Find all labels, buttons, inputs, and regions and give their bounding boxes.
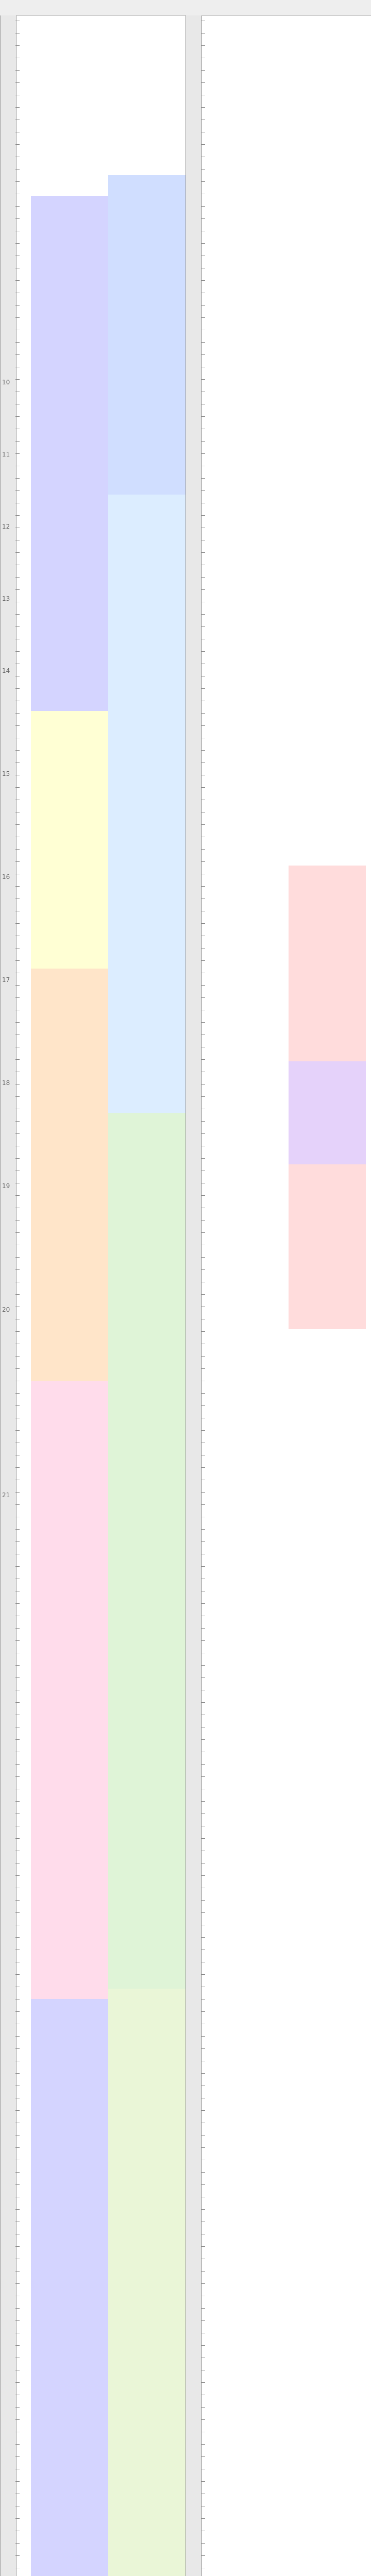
timeline-tick [201, 1665, 205, 1666]
timeline-tick [15, 1368, 20, 1369]
band-blue-mid [108, 175, 185, 495]
timeline-tick [201, 305, 205, 306]
timeline-tick [201, 626, 205, 627]
timeline-tick [15, 750, 20, 751]
timeline-tick [201, 2110, 205, 2111]
timeline-tick [15, 2518, 20, 2519]
century-marker: 15 [2, 770, 10, 777]
timeline-tick [201, 2481, 205, 2482]
timeline-tick [201, 218, 205, 219]
timeline-tick [15, 2110, 20, 2111]
timeline-tick [15, 243, 20, 244]
timeline-tick [15, 762, 20, 763]
timeline-tick [15, 1331, 20, 1332]
timeline-tick [201, 1764, 205, 1765]
timeline-tick [201, 2172, 205, 2173]
timeline-tick [201, 1937, 205, 1938]
timeline-tick [15, 2036, 20, 2037]
timeline-tick [15, 45, 20, 46]
timeline-tick [201, 787, 205, 788]
middle-timeline-rail [185, 15, 202, 2576]
timeline-tick [15, 441, 20, 442]
timeline-tick [15, 849, 20, 850]
timeline-tick [201, 2543, 205, 2544]
timeline-tick [15, 2320, 20, 2321]
timeline-tick [15, 1504, 20, 1505]
timeline-tick [15, 1022, 20, 1023]
century-marker: 20 [2, 1306, 10, 1313]
century-marker: 18 [2, 1079, 10, 1087]
timeline-tick [15, 1220, 20, 1221]
timeline-tick [15, 1269, 20, 1270]
timeline-tick [201, 1640, 205, 1641]
timeline-tick [201, 849, 205, 850]
timeline-tick [201, 1912, 205, 1913]
timeline-tick [15, 1405, 20, 1406]
timeline-tick [15, 2283, 20, 2284]
timeline-tick [201, 1974, 205, 1975]
timeline-tick [15, 1232, 20, 1233]
timeline-tick [201, 515, 205, 516]
timeline-tick [201, 2184, 205, 2185]
timeline-tick [15, 2246, 20, 2247]
timeline-tick [201, 1875, 205, 1876]
timeline-tick [15, 861, 20, 862]
timeline-tick [201, 1393, 205, 1394]
timeline-tick [15, 1541, 20, 1542]
band-green-mid [108, 1113, 185, 1989]
timeline-tick [15, 1764, 20, 1765]
timeline-tick [15, 960, 20, 961]
timeline-tick [201, 1294, 205, 1295]
timeline-tick [201, 1257, 205, 1258]
timeline-tick [15, 2172, 20, 2173]
timeline-tick [15, 1096, 20, 1097]
band-pink-left [31, 1381, 108, 1999]
timeline-tick [201, 1269, 205, 1270]
timeline-tick [15, 1739, 20, 1740]
timeline-tick [201, 2135, 205, 2136]
timeline-tick [201, 1504, 205, 1505]
timeline-tick [15, 626, 20, 627]
timeline-tick [15, 688, 20, 689]
timeline-tick [15, 70, 20, 71]
century-marker: 21 [2, 1492, 10, 1499]
timeline-tick [15, 416, 20, 417]
timeline-tick [201, 1801, 205, 1802]
timeline-tick [201, 82, 205, 83]
timeline-tick [15, 1059, 20, 1060]
timeline-tick [201, 861, 205, 862]
timeline-tick [15, 2444, 20, 2445]
timeline-tick [201, 2308, 205, 2309]
timeline-tick [15, 317, 20, 318]
timeline-tick [201, 1195, 205, 1196]
timeline-tick [201, 589, 205, 590]
timeline-tick [15, 478, 20, 479]
timeline-tick [15, 577, 20, 578]
left-timeline-rail [0, 15, 16, 2576]
century-marker: 17 [2, 976, 10, 984]
timeline-tick [201, 985, 205, 986]
timeline-tick [15, 1912, 20, 1913]
timeline-tick [15, 614, 20, 615]
timeline-tick [201, 1022, 205, 1023]
timeline-tick [201, 243, 205, 244]
timeline-tick [201, 2407, 205, 2408]
timeline-tick [201, 206, 205, 207]
timeline-tick [15, 1603, 20, 1604]
timeline-tick [201, 614, 205, 615]
timeline-tick [201, 2456, 205, 2457]
timeline-tick [15, 1393, 20, 1394]
timeline-tick [15, 2184, 20, 2185]
band-lavender-right [289, 1061, 366, 1164]
timeline-tick [201, 1541, 205, 1542]
timeline-tick [201, 1702, 205, 1703]
timeline-tick [15, 985, 20, 986]
timeline-tick [15, 2048, 20, 2049]
timeline-tick [15, 1665, 20, 1666]
century-marker: 10 [2, 379, 10, 386]
timeline-tick [15, 886, 20, 887]
timeline-tick [201, 997, 205, 998]
timeline-tick [201, 2246, 205, 2247]
timeline-tick [201, 960, 205, 961]
timeline-tick [201, 2209, 205, 2210]
timeline-tick [201, 1677, 205, 1678]
timeline-tick [15, 824, 20, 825]
timeline-tick [201, 1368, 205, 1369]
timeline-tick [201, 2555, 205, 2556]
timeline-tick [201, 478, 205, 479]
timeline-tick [15, 305, 20, 306]
timeline-tick [201, 107, 205, 108]
timeline-tick [201, 1776, 205, 1777]
timeline-tick [15, 2271, 20, 2272]
timeline-tick [15, 787, 20, 788]
timeline-tick [201, 2444, 205, 2445]
timeline-tick [15, 713, 20, 714]
century-marker: 16 [2, 873, 10, 880]
timeline-tick [201, 2382, 205, 2383]
band-yellow-left [31, 711, 108, 969]
century-marker: 12 [2, 523, 10, 530]
timeline-tick [15, 1640, 20, 1641]
timeline-tick [201, 2073, 205, 2074]
timeline-tick [15, 1677, 20, 1678]
timeline-tick [201, 1467, 205, 1468]
timeline-tick [15, 1133, 20, 1134]
timeline-tick [15, 342, 20, 343]
timeline-tick [201, 2271, 205, 2272]
timeline-tick [201, 1220, 205, 1221]
timeline-tick [15, 1195, 20, 1196]
century-marker: 11 [2, 451, 10, 458]
timeline-tick [201, 2518, 205, 2519]
timeline-tick [15, 1529, 20, 1530]
timeline-tick [201, 1603, 205, 1604]
timeline-tick [15, 280, 20, 281]
timeline-tick [15, 2073, 20, 2074]
band-peach-left [31, 969, 108, 1381]
timeline-tick [201, 824, 205, 825]
timeline-tick [15, 1776, 20, 1777]
timeline-tick [15, 1566, 20, 1567]
timeline-tick [15, 453, 20, 454]
timeline-tick [201, 1158, 205, 1159]
timeline-tick [15, 2147, 20, 2148]
century-marker: 14 [2, 667, 10, 674]
timeline-tick [15, 1900, 20, 1901]
timeline-tick [15, 2135, 20, 2136]
timeline-tick [201, 280, 205, 281]
timeline-tick [15, 218, 20, 219]
timeline-tick [201, 70, 205, 71]
timeline-tick [15, 1257, 20, 1258]
timeline-tick [201, 317, 205, 318]
timeline-tick [15, 2419, 20, 2420]
timeline-tick [15, 2555, 20, 2556]
timeline-tick [201, 181, 205, 182]
timeline-tick [15, 1158, 20, 1159]
timeline-tick [201, 1430, 205, 1431]
timeline-tick [15, 2209, 20, 2210]
timeline-tick [201, 688, 205, 689]
timeline-tick [201, 762, 205, 763]
timeline-tick [15, 1467, 20, 1468]
timeline-tick [15, 379, 20, 380]
timeline-tick [15, 1974, 20, 1975]
timeline-tick [15, 2481, 20, 2482]
timeline-tick [201, 45, 205, 46]
timeline-tick [15, 181, 20, 182]
timeline-tick [15, 169, 20, 170]
timeline-tick [15, 1702, 20, 1703]
page-header [0, 0, 371, 16]
timeline-tick [201, 2147, 205, 2148]
timeline-tick [201, 441, 205, 442]
timeline-tick [15, 490, 20, 491]
band-lavender-left-2 [31, 1999, 108, 2576]
timeline-tick [15, 589, 20, 590]
timeline-tick [201, 2011, 205, 2012]
timeline-tick [15, 997, 20, 998]
timeline-tick [15, 1937, 20, 1938]
timeline-tick [201, 144, 205, 145]
timeline-tick [201, 1628, 205, 1629]
timeline-tick [201, 379, 205, 380]
timeline-tick [201, 1121, 205, 1122]
timeline-tick [15, 2011, 20, 2012]
timeline-tick [15, 2456, 20, 2457]
timeline-tick [15, 2382, 20, 2383]
timeline-tick [201, 2345, 205, 2346]
timeline-tick [15, 1492, 20, 1493]
timeline-tick [201, 1405, 205, 1406]
band-lightgreen-mid [108, 1989, 185, 2576]
timeline-tick [15, 552, 20, 553]
timeline-tick [201, 1096, 205, 1097]
timeline-tick [201, 725, 205, 726]
timeline-tick [15, 1294, 20, 1295]
timeline-tick [201, 354, 205, 355]
timeline-tick [15, 82, 20, 83]
timeline-tick [201, 1492, 205, 1493]
timeline-tick [15, 651, 20, 652]
timeline-tick [201, 651, 205, 652]
timeline-tick [15, 1628, 20, 1629]
timeline-tick [201, 1356, 205, 1357]
band-lavender-left [31, 196, 108, 711]
timeline-tick [201, 1331, 205, 1332]
timeline-tick [15, 923, 20, 924]
timeline-tick [15, 1430, 20, 1431]
timeline-tick [201, 490, 205, 491]
timeline-tick [201, 169, 205, 170]
timeline-tick [15, 206, 20, 207]
timeline-tick [201, 923, 205, 924]
timeline-tick [201, 2283, 205, 2284]
timeline-tick [201, 1133, 205, 1134]
timeline-tick [15, 1356, 20, 1357]
timeline-tick [15, 144, 20, 145]
timeline-tick [15, 2543, 20, 2544]
timeline-tick [15, 2345, 20, 2346]
century-marker: 13 [2, 595, 10, 602]
timeline-tick [201, 1566, 205, 1567]
timeline-tick [15, 1121, 20, 1122]
timeline-tick [201, 886, 205, 887]
timeline-tick [201, 342, 205, 343]
timeline-tick [201, 453, 205, 454]
timeline-tick [15, 1838, 20, 1839]
band-lightblue-mid [108, 495, 185, 1113]
timeline-tick [201, 577, 205, 578]
timeline-tick [201, 1232, 205, 1233]
timeline-tick [201, 2320, 205, 2321]
timeline-tick [15, 2407, 20, 2408]
timeline-tick [201, 552, 205, 553]
timeline-tick [15, 725, 20, 726]
timeline-tick [201, 713, 205, 714]
timeline-tick [15, 515, 20, 516]
timeline-tick [201, 1059, 205, 1060]
timeline-tick [15, 1875, 20, 1876]
timeline-tick [201, 2419, 205, 2420]
timeline-tick [15, 354, 20, 355]
timeline-tick [201, 416, 205, 417]
timeline-tick [201, 2036, 205, 2037]
timeline-tick [201, 1838, 205, 1839]
timeline-tick [201, 2048, 205, 2049]
timeline-tick [201, 1529, 205, 1530]
century-marker: 19 [2, 1182, 10, 1190]
timeline-tick [201, 1739, 205, 1740]
timeline-tick [201, 1900, 205, 1901]
timeline-tick [15, 2308, 20, 2309]
timeline-tick [15, 107, 20, 108]
timeline-tick [15, 1801, 20, 1802]
timeline-tick [201, 750, 205, 751]
